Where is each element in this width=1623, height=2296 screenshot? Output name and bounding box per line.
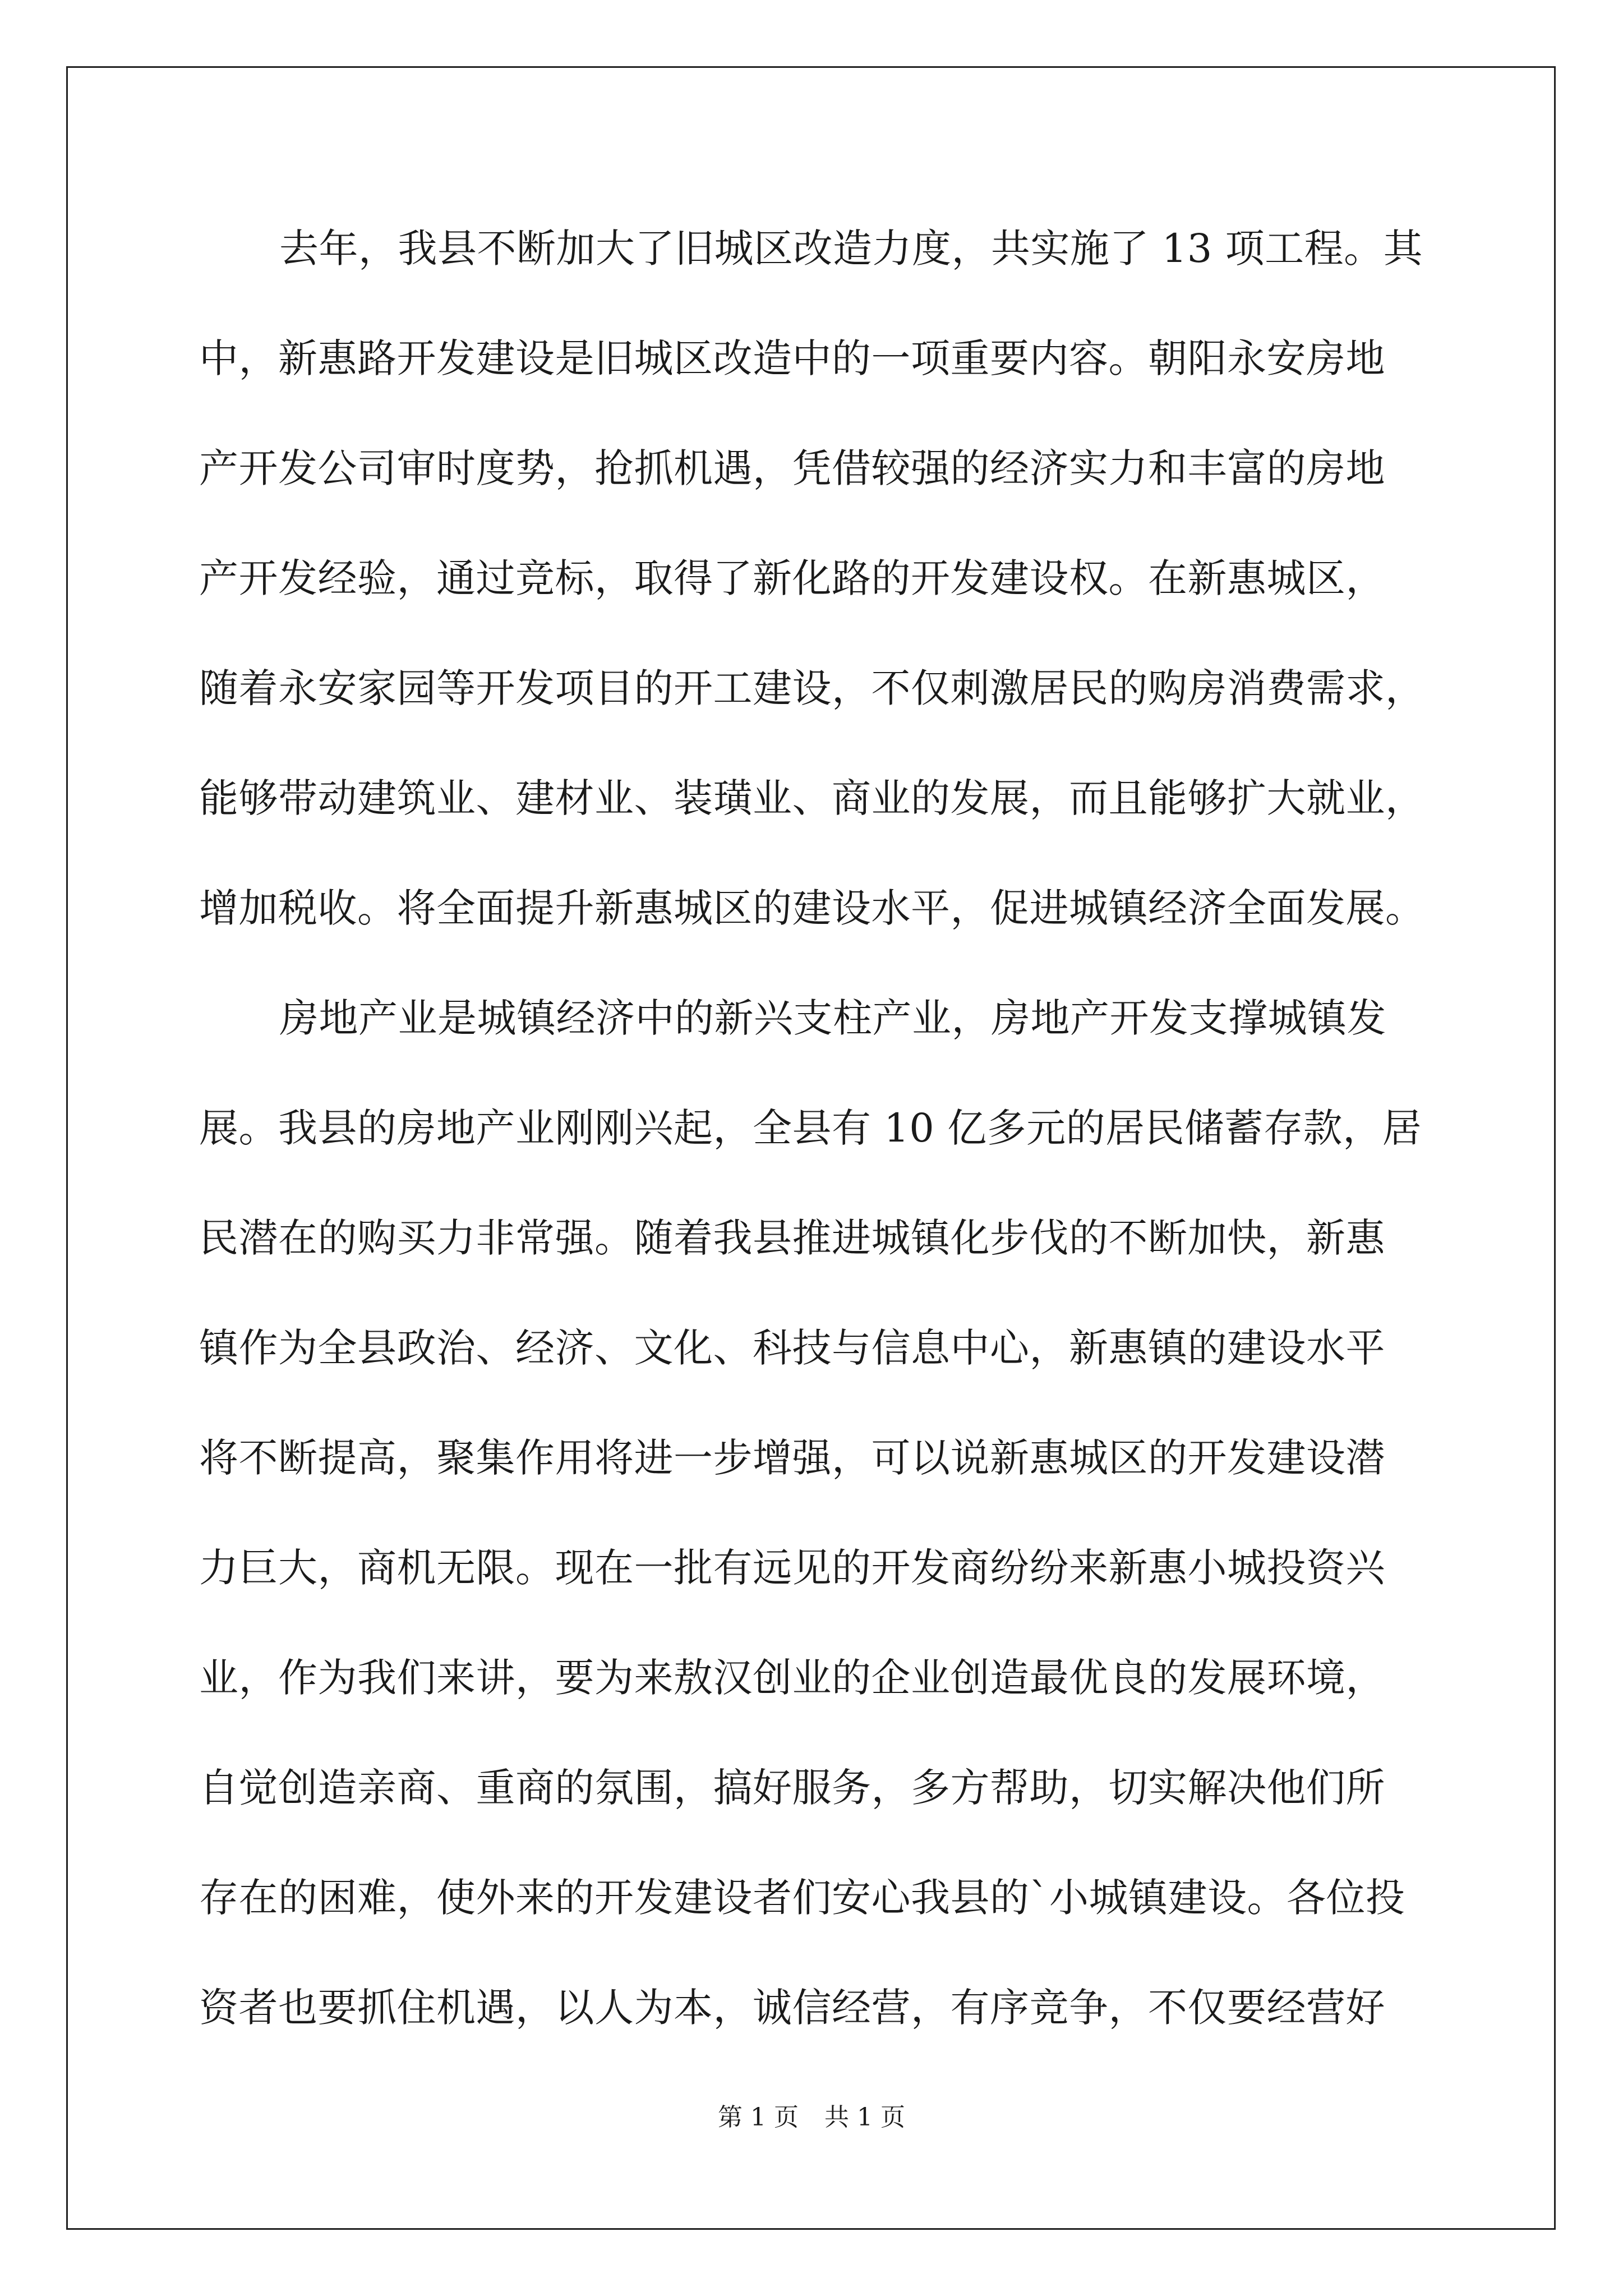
- page-number-current: 第 1 页: [718, 2103, 799, 2132]
- paragraph-2-line-10: 资者也要抓住机遇，以人为本，诚信经营，有序竞争，不仅要经营好: [199, 1985, 1385, 2031]
- paragraph-2-line-3: 民潜在的购买力非常强。随着我县推进城镇化步伐的不断加快，新惠: [199, 1215, 1385, 1261]
- page-footer: [0, 2101, 1623, 2134]
- page-number-total: 共 1 页: [824, 2103, 905, 2132]
- paragraph-2-line-7: 业，作为我们来讲，要为来敖汉创业的企业创造最优良的发展环境，: [199, 1655, 1385, 1701]
- paragraph-1-line-7: 增加税收。将全面提升新惠城区的建设水平，促进城镇经济全面发展。: [199, 885, 1425, 931]
- paragraph-1-line-5: 随着永安家园等开发项目的开工建设，不仅刺激居民的购房消费需求，: [199, 665, 1425, 711]
- paragraph-2-line-1: 房地产业是城镇经济中的新兴支柱产业，房地产开发支撑城镇发: [279, 995, 1386, 1041]
- paragraph-1-line-2: 中，新惠路开发建设是旧城区改造中的一项重要内容。朝阳永安房地: [199, 335, 1385, 381]
- paragraph-1-line-1: 去年，我县不断加大了旧城区改造力度，共实施了 13 项工程。其: [279, 226, 1423, 272]
- paragraph-1-line-3: 产开发公司审时度势，抢抓机遇，凭借较强的经济实力和丰富的房地: [199, 445, 1385, 491]
- paragraph-1-line-4: 产开发经验，通过竞标，取得了新化路的开发建设权。在新惠城区，: [199, 555, 1385, 601]
- paragraph-1-line-6: 能够带动建筑业、建材业、装璜业、商业的发展，而且能够扩大就业，: [199, 775, 1425, 821]
- paragraph-2-line-5: 将不断提高，聚集作用将进一步增强，可以说新惠城区的开发建设潜: [199, 1435, 1385, 1481]
- paragraph-2-line-6: 力巨大，商机无限。现在一批有远见的开发商纷纷来新惠小城投资兴: [199, 1545, 1385, 1591]
- paragraph-2-line-9: 存在的困难，使外来的开发建设者们安心我县的`小城镇建设。各位投: [199, 1875, 1405, 1921]
- paragraph-2-line-8: 自觉创造亲商、重商的氛围，搞好服务，多方帮助，切实解决他们所: [199, 1765, 1385, 1811]
- paragraph-2-line-2: 展。我县的房地产业刚刚兴起，全县有 10 亿多元的居民储蓄存款，居: [199, 1105, 1422, 1151]
- paragraph-2-line-4: 镇作为全县政治、经济、文化、科技与信息中心，新惠镇的建设水平: [199, 1325, 1385, 1371]
